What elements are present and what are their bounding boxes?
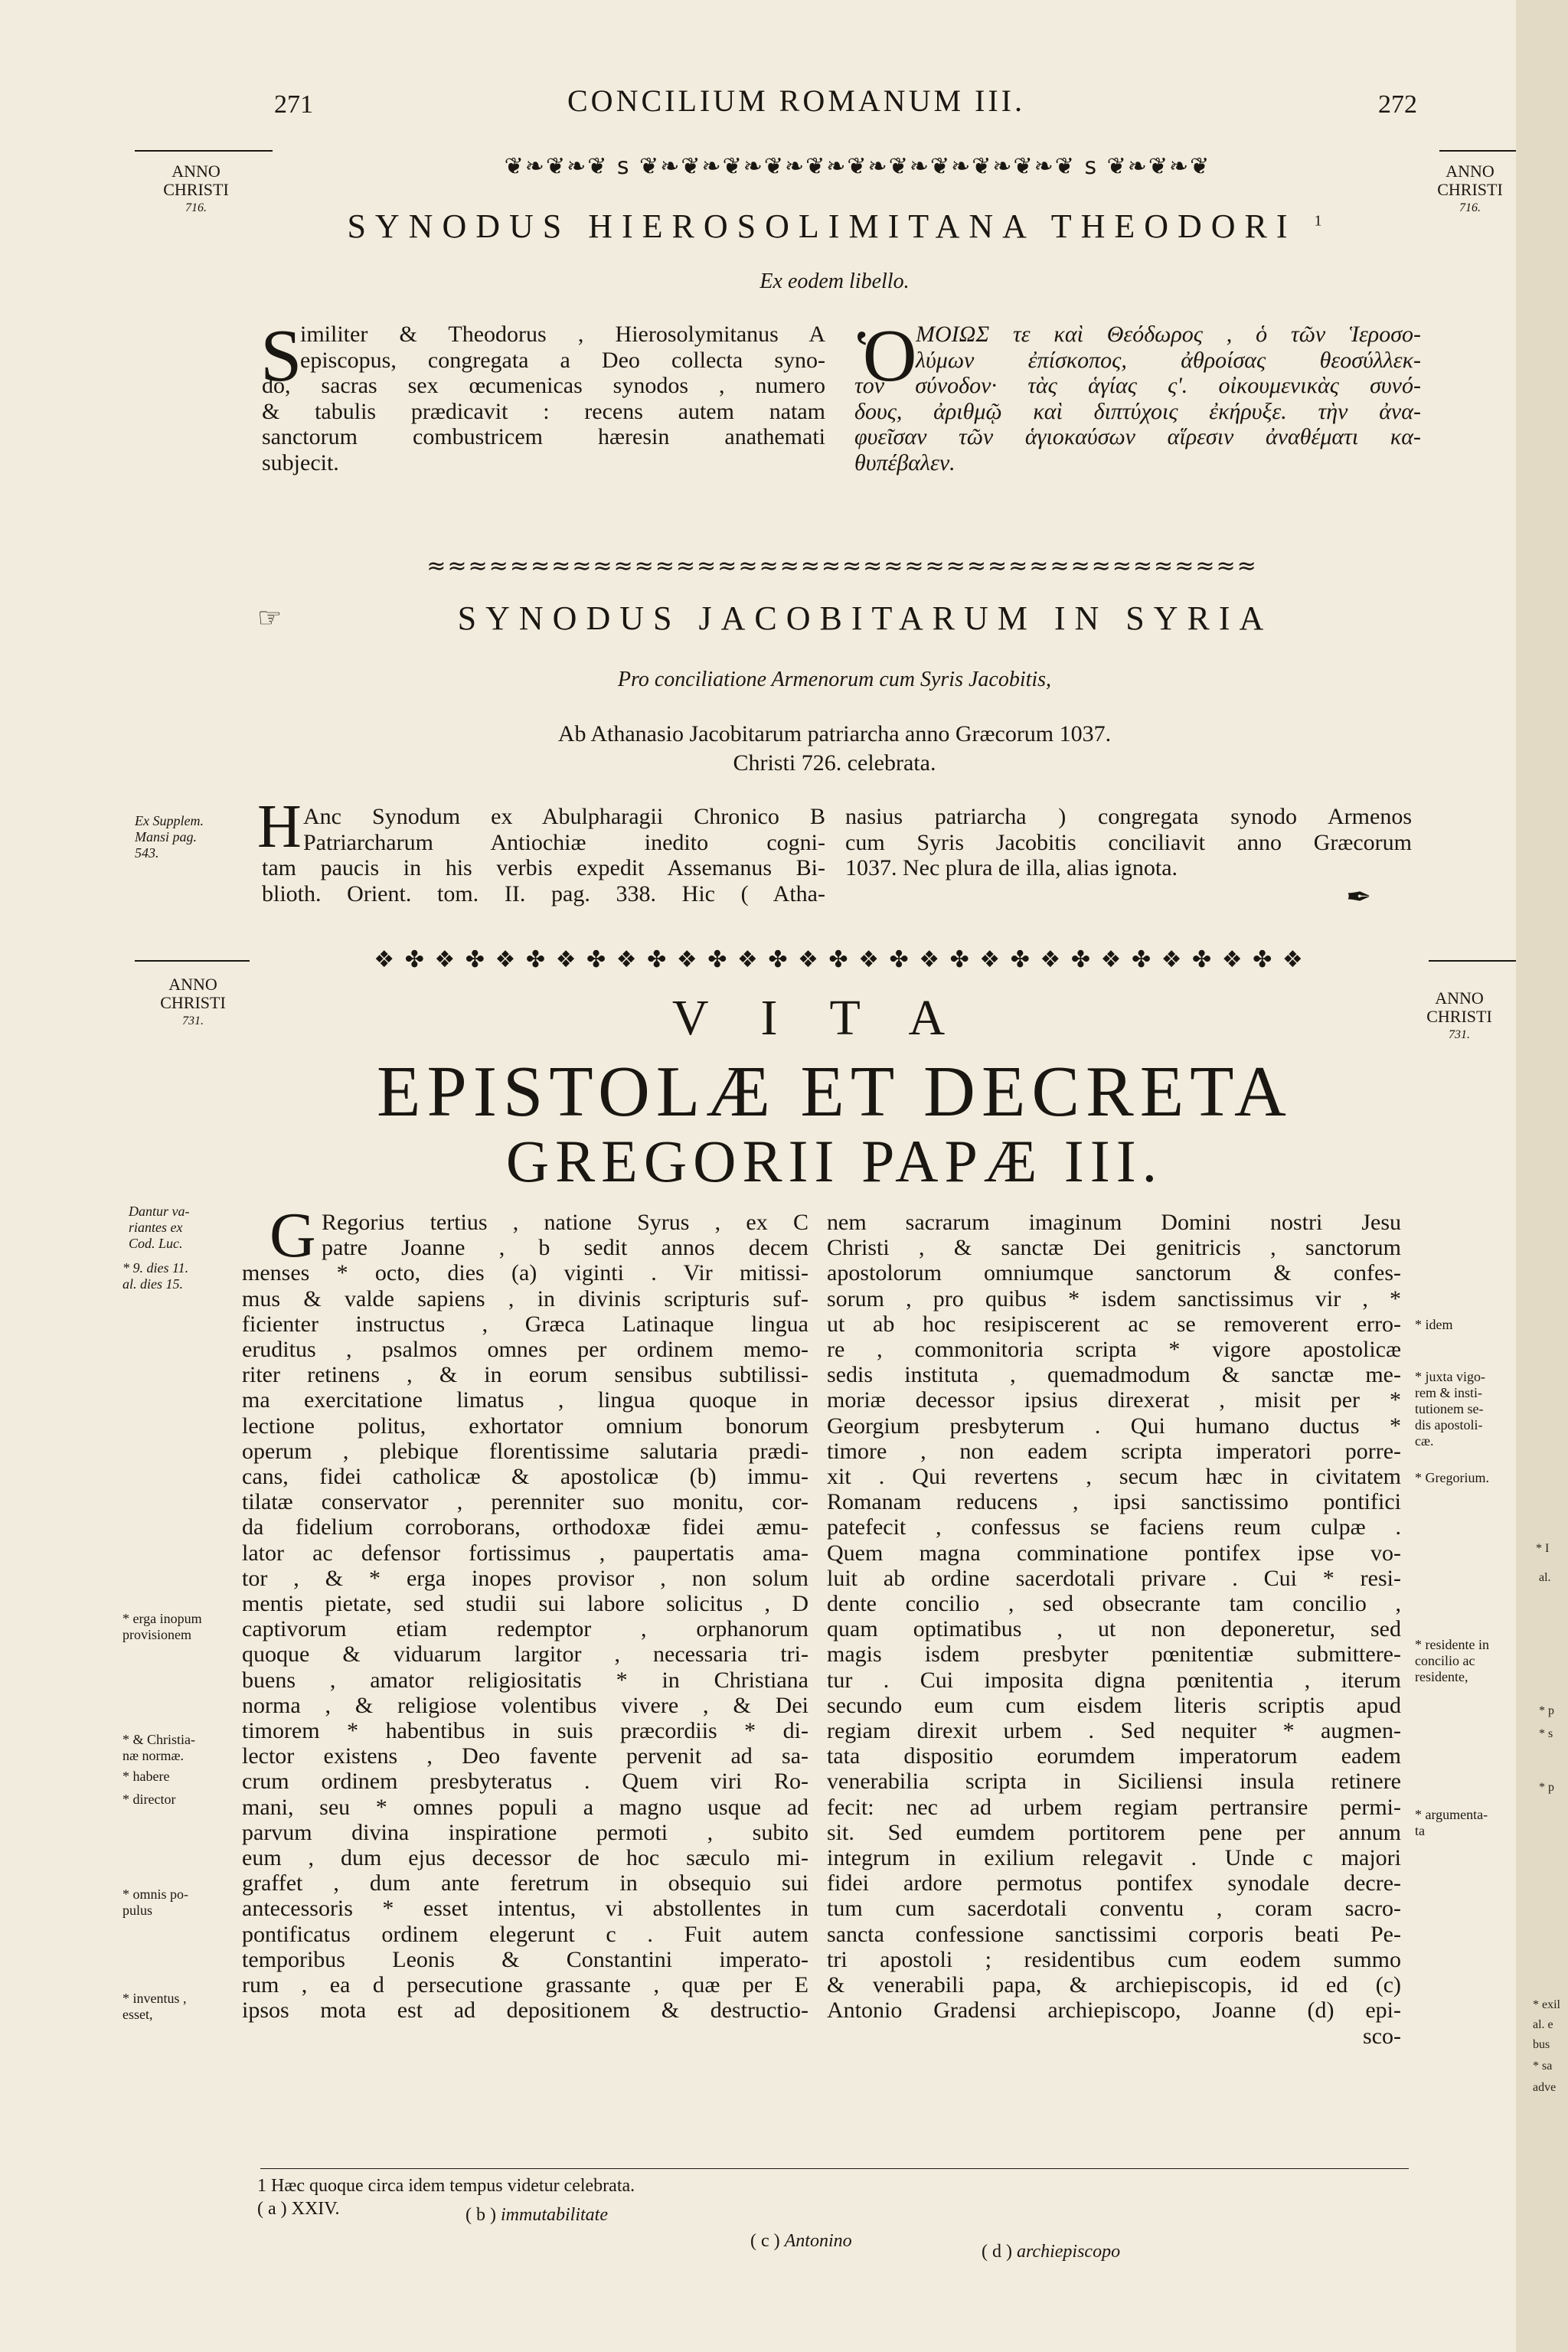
text-line: λύμων ἐπίσκοπος, ἀθροίσας θεοσύλλεκ- <box>916 347 1421 373</box>
text-line: timorem * habentibus in suis præcordiis * di- <box>242 1718 808 1744</box>
text-line: buens , amator religiositatis * in Christiana <box>242 1667 808 1693</box>
text-line: eruditus , psalmos omnes per ordinem memo- <box>242 1337 808 1363</box>
footnote-1: 1 Hæc quoque circa idem tempus videtur celebrata. <box>257 2176 635 2196</box>
greek-drop-cap: Ὁ <box>858 315 917 397</box>
text-line: Regorius tertius , natione Syrus , ex C <box>322 1210 808 1235</box>
text-line: re , commonitoria scripta * vigore apostolicæ <box>827 1337 1401 1363</box>
text-line: sedis instituta , quemadmodum & sanctæ me- <box>827 1362 1401 1388</box>
text-line: norma , & religiose volentibus vivere , & Dei <box>242 1692 808 1718</box>
anno-christi-mid-right <box>1413 989 1505 1044</box>
section-dateline-2: Christi 726. celebrata. <box>733 750 936 776</box>
anno-label: ANNO <box>1446 162 1494 181</box>
text-line: tam paucis in his verbis expedit Assemanus Bi- <box>262 855 825 880</box>
text-line: temporibus Leonis & Constantini imperato- <box>242 1946 808 1972</box>
section-title-synodus-jacobitarum: SYNODUS JACOBITARUM IN SYRIA <box>457 599 1273 637</box>
anno-year: 731. <box>182 1014 204 1027</box>
text-line: apostolorum omniumque sanctorum & confes- <box>827 1260 1401 1286</box>
title-gregorii-papae: GREGORII PAPÆ III. <box>505 1128 1164 1194</box>
text-line: tata dispositio eorumdem imperatorum eadem <box>827 1743 1401 1769</box>
section-title-text: SYNODUS HIEROSOLIMITANA THEODORI <box>347 207 1297 245</box>
footnote-a: ( a ) XXIV. <box>257 2199 340 2219</box>
footnote-d <box>982 2242 1120 2262</box>
margin-note <box>122 1991 253 2023</box>
section-dateline: Ab Athanasio Jacobitarum patriarcha anno Græcorum 1037. <box>557 721 1112 746</box>
drop-cap: H <box>257 793 302 861</box>
text-line: tor , & * erga inopes provisor , non solum <box>242 1565 808 1591</box>
margin-note <box>1415 1470 1514 1486</box>
text-line: ma exercitatione limatus , lingua quoque in <box>242 1387 808 1413</box>
anno-rule-right <box>1439 150 1516 152</box>
edge-fragment: * exil <box>1533 1998 1560 2011</box>
text-line: fidei ardore permotus pontifex synodale decre- <box>827 1870 1401 1896</box>
margin-line: * & Christia- <box>122 1732 195 1747</box>
margin-note <box>1415 1637 1514 1685</box>
margin-line: næ normæ. <box>122 1748 185 1763</box>
title-epistolae-et-decreta: EPISTOLÆ ET DECRETA <box>377 1052 1292 1132</box>
footnote-c <box>750 2231 852 2252</box>
edge-fragment: bus <box>1533 2038 1550 2051</box>
margin-note <box>122 1260 253 1292</box>
text-line: Patriarcharum Antiochiæ inedito cogni- <box>303 829 825 855</box>
margin-line: * residente in <box>1415 1637 1489 1652</box>
section-subtitle: Pro conciliatione Armenorum cum Syris Jacobitis, <box>617 668 1052 691</box>
manicule-icon: ☞ <box>257 603 283 633</box>
text-line: θυπέβαλεν. <box>854 449 956 475</box>
margin-line: Mansi pag. <box>135 829 197 844</box>
margin-note <box>1415 1807 1514 1839</box>
page-number-right: 272 <box>1378 90 1417 119</box>
text-line: ipsos mota est ad depositionem & destructio- <box>242 1998 808 2024</box>
footnote-b <box>466 2205 608 2226</box>
text-line: 1037. Nec plura de illa, alias ignota. <box>845 855 1178 880</box>
margin-line: Ex Supplem. <box>135 813 204 828</box>
anno-label: ANNO <box>1435 988 1484 1008</box>
text-line: subjecit. <box>262 449 339 475</box>
footnote-text: immutabilitate <box>500 2205 608 2225</box>
text-line: sorum , pro quibus * isdem sanctissimus vir , * <box>827 1285 1401 1312</box>
edge-fragment: al. e <box>1533 2018 1553 2031</box>
title-vita: VITA <box>671 990 998 1046</box>
text-line: quoque & viduarum largitor , necessaria tri- <box>242 1642 808 1668</box>
margin-note <box>122 1611 253 1643</box>
text-line: crum ordinem presbyteratus . Quem viri Ro- <box>242 1769 808 1795</box>
text-line: τον σύνοδον· τὰς ἁγίας ς'. οἰκουμενικὰς συνό- <box>854 373 1421 398</box>
margin-line: esset, <box>122 2007 153 2022</box>
margin-line: riantes ex <box>129 1220 183 1235</box>
edge-fragment: * sa <box>1533 2060 1553 2073</box>
text-line: Georgium presbyterum . Qui humano ductus * <box>827 1413 1401 1439</box>
anno-rule-left <box>135 960 250 962</box>
text-line: Anc Synodum ex Abulpharagii Chronico B <box>303 804 825 829</box>
margin-line: * director <box>122 1792 176 1807</box>
anno-christi-mid-left <box>147 975 239 1031</box>
text-line: lectione politus, exhortator omnium bonorum <box>242 1413 808 1439</box>
vita-left-column <box>242 1210 808 2024</box>
text-line: integrum in exilium relegavit . Unde c majori <box>827 1845 1401 1871</box>
edge-fragment: * p <box>1539 1704 1554 1717</box>
text-line: & venerabili papa, & archiepiscopis, id ed (c) <box>827 1972 1401 1998</box>
ornament-band-wave: ≈≈≈≈≈≈≈≈≈≈≈≈≈≈≈≈≈≈≈≈≈≈≈≈≈≈≈≈≈≈≈≈≈≈≈≈≈≈≈≈ <box>426 553 1258 579</box>
text-line: mus & valde sapiens , in divinis scripturis suf- <box>242 1285 808 1312</box>
jacobitarum-right-column <box>845 804 1412 881</box>
text-line: episcopus, congregata a Deo collecta syno- <box>300 347 825 373</box>
margin-line: * habere <box>122 1769 170 1784</box>
margin-line: dis apostoli- <box>1415 1417 1483 1432</box>
anno-christi-top-right <box>1424 162 1516 217</box>
footnote-label: ( b ) <box>466 2205 496 2225</box>
text-line: sit. Sed eumdem portitorem pene per annum <box>827 1819 1401 1845</box>
text-line: ΜΟΙΩΣ τε καὶ Θεόδωρος , ὁ τῶν Ἱεροσο- <box>916 322 1421 347</box>
margin-line: * omnis po- <box>122 1886 189 1902</box>
margin-line: al. dies 15. <box>122 1276 183 1292</box>
text-line: venerabilia scripta in Siciliensi insula retinere <box>827 1769 1401 1795</box>
text-line: antecessoris * esset intentus, vi abstollentes in <box>242 1896 808 1922</box>
text-line: Christi , & sanctæ Dei genitricis , sanctorum <box>827 1235 1401 1261</box>
text-line: φυεῖσαν τῶν ἁγιοκαύσων αἵρεσιν ἀναθέματι κα- <box>854 424 1421 449</box>
margin-line: Cod. Luc. <box>129 1236 183 1251</box>
text-line: dente concilio , sed obsecrante tam concilio , <box>827 1591 1401 1617</box>
edge-fragment: adve <box>1533 2081 1557 2094</box>
greek-column <box>854 322 1421 475</box>
christi-label: CHRISTI <box>1437 180 1503 199</box>
text-line: operum , plebique florentissime salutaria prædi- <box>242 1438 808 1464</box>
anno-christi-top-left <box>150 162 242 217</box>
margin-note-supplem <box>135 813 257 861</box>
margin-line: provisionem <box>122 1627 191 1642</box>
text-line: cum Syris Jacobitis conciliavit anno Græcorum <box>845 829 1412 855</box>
margin-note <box>122 1732 253 1764</box>
margin-line: * inventus , <box>122 1991 187 2006</box>
margin-note <box>122 1769 253 1785</box>
text-line: magis isdem presbyter pœnitentiæ submittere- <box>827 1642 1401 1668</box>
text-line: blioth. Orient. tom. II. pag. 338. Hic ( Atha- <box>262 880 825 906</box>
margin-note <box>122 1792 253 1808</box>
text-line: lector existens , Deo favente pervenit ad sa- <box>242 1743 808 1769</box>
text-line: lator ac defensor fortissimus , paupertatis ama- <box>242 1540 808 1566</box>
text-line: fecit: nec ad urbem regiam pertransire permi- <box>827 1794 1401 1820</box>
text-line: tri apostoli ; residentibus cum eodem summo <box>827 1946 1401 1972</box>
text-line: parvum divina inspiratione permoti , subito <box>242 1819 808 1845</box>
edge-fragment: * s <box>1539 1727 1553 1740</box>
text-line: xit . Qui revertens , secum hæc in civitatem <box>827 1464 1401 1490</box>
anno-label: ANNO <box>168 975 217 994</box>
text-line: tilatæ conservator , perenniter suo monitu, cor- <box>242 1489 808 1515</box>
running-head-title: CONCILIUM ROMANUM III. <box>567 83 1025 118</box>
margin-line: ta <box>1415 1823 1425 1838</box>
margin-note <box>122 1886 253 1919</box>
drop-cap: S <box>260 315 302 397</box>
tailpiece-ornament: ✒ <box>1346 880 1372 914</box>
text-line: δους, ἀριθμῷ καὶ διπτύχοις ἐκήρυξε. τὴν ἀνα- <box>854 398 1421 424</box>
footnote-rule <box>260 2168 1409 2169</box>
anno-rule-right <box>1429 960 1516 962</box>
text-line: da fidelium corroborans, orthodoxæ fidei æmu- <box>242 1514 808 1540</box>
footnote-text: archiepiscopo <box>1016 2242 1121 2262</box>
next-page-edge <box>1516 0 1568 2352</box>
text-line: Antonio Gradensi archiepiscopo, Joanne (d) epi- <box>827 1998 1401 2024</box>
text-line: ficienter instructus , Græca Latinaque lingua <box>242 1311 808 1337</box>
text-line: tur . Cui imposita digna pœnitentia , iterum <box>827 1667 1401 1693</box>
margin-line: cæ. <box>1415 1433 1434 1449</box>
text-line: sco- <box>1363 2023 1401 2049</box>
text-line: menses * octo, dies (a) viginti . Vir mitissi- <box>242 1260 808 1286</box>
text-line: patefecit , confessus se faciens reum culpæ . <box>827 1514 1401 1540</box>
jacobitarum-left-column <box>262 804 825 906</box>
anno-rule-left <box>135 150 273 152</box>
text-line: sanctorum combustricem hæresin anathemati <box>262 424 825 449</box>
page-number-left: 271 <box>274 90 313 119</box>
margin-note <box>1415 1317 1514 1333</box>
margin-note <box>129 1204 243 1252</box>
text-line: ut ab hoc resipiscerent ac se removerent erro- <box>827 1311 1401 1337</box>
margin-line: residente, <box>1415 1669 1468 1684</box>
section-subtitle: Ex eodem libello. <box>760 270 910 293</box>
christi-label: CHRISTI <box>1426 1007 1492 1026</box>
margin-note <box>1415 1369 1514 1449</box>
text-line: moriæ decessor ipsius direxerat , misit per * <box>827 1387 1401 1413</box>
vita-right-column <box>827 1210 1401 2049</box>
footnote-marker: 1 <box>1314 212 1322 230</box>
section-title-synodus-hierosolimitana <box>276 207 1393 246</box>
text-line: rum , ea d persecutione grassante , quæ per E <box>242 1972 808 1998</box>
text-line: luit ab ordine sacerdotali privare . Cui * resi- <box>827 1565 1401 1591</box>
ornament-band-top: ❦❧❦❧❦ s ❦❧❦❧❦❧❦❧❦❧❦❧❦❧❦❧❦❧❦❧❦ s ❦❧❦❧❦ <box>504 153 1211 179</box>
edge-fragment: al. <box>1539 1571 1551 1584</box>
text-line: tum cum sacerdotali conventu , coram sacro- <box>827 1896 1401 1922</box>
anno-year: 716. <box>1459 201 1481 214</box>
text-line: graffet , dum ante feretrum in obsequio sui <box>242 1870 808 1896</box>
latin-column <box>262 322 825 475</box>
text-line: Quem magna comminatione pontifex ipse vo- <box>827 1540 1401 1566</box>
text-line: eum , dum ejus decessor de hoc sæculo mi- <box>242 1845 808 1871</box>
text-line: timore , non eadem scripta imperatori porre- <box>827 1438 1401 1464</box>
text-line: Romanam reducens , ipsi sanctissimo pontifici <box>827 1489 1401 1515</box>
margin-line: tutionem se- <box>1415 1401 1484 1416</box>
text-line: pontificatus ordinem elegerunt c . Fuit autem <box>242 1921 808 1947</box>
text-line: sancta confessione sanctissimi corporis beati Pe- <box>827 1921 1401 1947</box>
text-line: nem sacrarum imaginum Domini nostri Jesu <box>827 1210 1401 1235</box>
text-line: captivorum etiam redemptor , orphanorum <box>242 1616 808 1642</box>
text-line: secundo eum cum eisdem literis scriptis apud <box>827 1692 1401 1718</box>
margin-line: * juxta vigo- <box>1415 1369 1485 1384</box>
text-line: patre Joanne , b sedit annos decem <box>322 1235 808 1261</box>
text-line: quam optimatibus , ut non deponeretur, sed <box>827 1616 1401 1642</box>
edge-fragment: * p <box>1539 1781 1554 1794</box>
anno-year: 731. <box>1449 1028 1470 1041</box>
text-line: mentis pietate, sed studii sui labore solicitus , D <box>242 1591 808 1617</box>
text-line: & tabulis prædicavit : recens autem natam <box>262 398 825 424</box>
christi-label: CHRISTI <box>160 993 226 1012</box>
margin-line: 543. <box>135 845 159 861</box>
margin-line: * idem <box>1415 1317 1453 1332</box>
text-line: regiam direxit urbem . Sed nequiter * augmen- <box>827 1718 1401 1744</box>
christi-label: CHRISTI <box>163 180 229 199</box>
text-line: cans, fidei catholicæ & apostolicæ (b) immu- <box>242 1464 808 1490</box>
text-line: imiliter & Theodorus , Hierosolymitanus A <box>300 322 825 347</box>
footnote-label: ( c ) <box>750 2231 780 2251</box>
margin-line: concilio ac <box>1415 1653 1475 1668</box>
anno-year: 716. <box>185 201 207 214</box>
margin-line: * 9. dies 11. <box>122 1260 189 1276</box>
footnote-text: Antonino <box>784 2231 852 2251</box>
text-line: nasius patriarcha ) congregata synodo Armenos <box>845 804 1412 829</box>
edge-fragment: * I <box>1536 1542 1550 1555</box>
margin-line: * erga inopum <box>122 1611 202 1626</box>
margin-line: * argumenta- <box>1415 1807 1488 1822</box>
text-line: mani, seu * omnes populi a magno usque ad <box>242 1794 808 1820</box>
margin-line: pulus <box>122 1903 153 1918</box>
anno-label: ANNO <box>172 162 220 181</box>
drop-cap: G <box>270 1200 316 1271</box>
margin-line: rem & insti- <box>1415 1385 1482 1400</box>
ornament-band-mid: ❖ ✤ ❖ ✤ ❖ ✤ ❖ ✤ ❖ ✤ ❖ ✤ ❖ ✤ ❖ ✤ ❖ ✤ ❖ ✤ ❖ ✤ ❖ ✤ ❖ ✤ ❖ ✤ ❖ ✤ ❖ <box>374 946 1305 972</box>
text-line: riter retinens , & in eorum sensibus subtilissi- <box>242 1362 808 1388</box>
margin-line: Dantur va- <box>129 1204 190 1219</box>
footnote-label: ( d ) <box>982 2242 1012 2262</box>
margin-line: * Gregorium. <box>1415 1470 1489 1485</box>
text-line: do, sacras sex œcumenicas synodos , numero <box>262 373 825 398</box>
